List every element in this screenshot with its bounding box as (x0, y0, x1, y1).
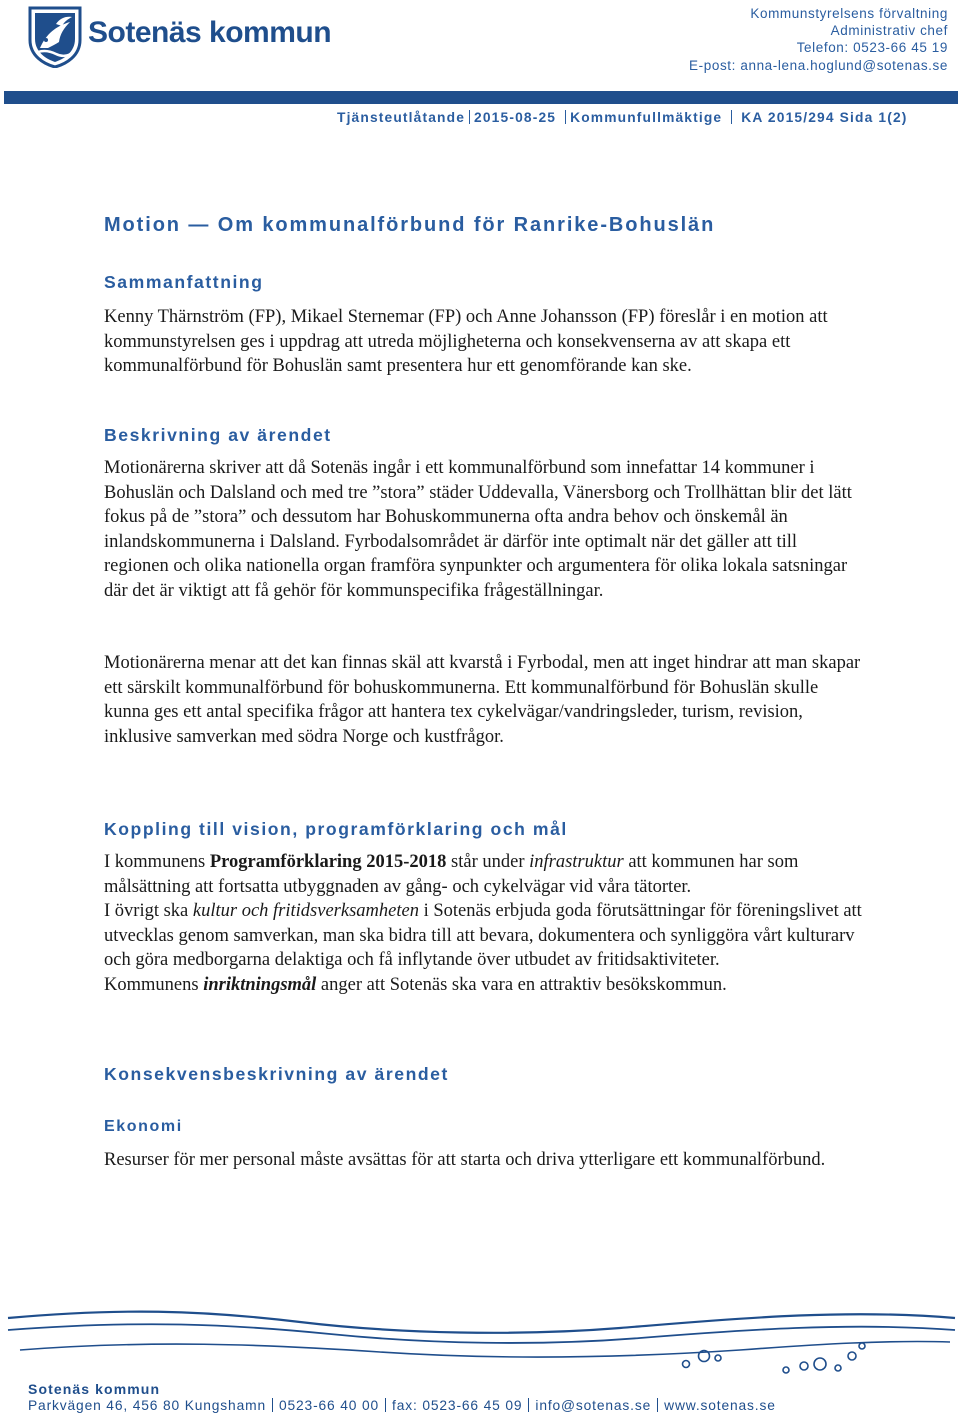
footer-separator (385, 1398, 386, 1412)
wave-bubbles-icon (0, 1300, 960, 1380)
footer-fax: fax: 0523-66 45 09 (392, 1398, 523, 1413)
header-contact (689, 5, 948, 74)
vision-culture: kultur och fritidsverksamheten (192, 901, 419, 921)
footer-web[interactable]: www.sotenas.se (664, 1398, 776, 1413)
logo-wordmark: Sotenäs kommun (88, 16, 332, 49)
description-paragraph-2: Motionärerna menar att det kan finnas skäl att kvarstå i Fyrbodal, men att inget hindrar att man skapar ett särskilt kommunalförbund för bohuskommunerna. Ett kommunalförbund för Bohuslän skulle kunna ges ett antal specifika frågor att hantera tex cykelvägar/vandringsleder, turism, revision, inklusive samverkan med södra Norge och kustfrågor. (104, 653, 861, 747)
footer-separator (528, 1398, 529, 1412)
vision-goal: inriktningsmål (203, 974, 317, 995)
vision-line1-pre: I kommunens (104, 852, 210, 872)
footer-separator (272, 1398, 273, 1412)
meta-separator (731, 110, 732, 124)
contact-department: Kommunstyrelsens förvaltning (750, 6, 948, 21)
footer-organization: Sotenäs kommun (28, 1381, 161, 1397)
vision-line3-post: anger att Sotenäs ska vara en attraktiv besökskommun. (316, 974, 727, 995)
meta-body: Kommunfullmäktige (570, 110, 723, 125)
shield-fish-emblem-icon (26, 4, 84, 68)
contact-email[interactable]: E-post: anna-lena.hoglund@sotenas.se (689, 57, 948, 73)
document-meta (337, 110, 908, 125)
heading-vision: Koppling till vision, programförklaring och mål (104, 819, 568, 839)
summary-text: Kenny Thärnström (FP), Mikael Sternemar (FP) och Anne Johansson (FP) föreslår i en motion att kommunstyrelsen ges i uppdrag att utreda möjligheterna och konsekvenserna av att skapa ett kommunalförbund för Bohuslän samt presentera hur ett genomförande kan ske. (104, 307, 828, 376)
vision-infrastructure: infrastruktur (529, 852, 624, 872)
vision-line1-mid: står under (446, 852, 530, 872)
footer-address: Parkvägen 46, 456 80 Kungshamn (28, 1398, 266, 1413)
footer-email[interactable]: info@sotenas.se (535, 1398, 652, 1413)
contact-role: Administrativ chef (830, 23, 948, 39)
vision-program-declaration: Programförklaring 2015-2018 (209, 852, 447, 872)
meta-reference: KA 2015/294 (741, 110, 835, 125)
footer-phone: 0523-66 40 00 (278, 1398, 380, 1413)
vision-paragraph (104, 850, 864, 997)
contact-phone: Telefon: 0523-66 45 19 (796, 40, 948, 56)
heading-description: Beskrivning av ärendet (104, 425, 332, 445)
heading-consequences: Konsekvensbeskrivning av ärendet (104, 1064, 449, 1084)
meta-date: 2015-08-25 (474, 110, 557, 125)
meta-doc-type: Tjänsteutlåtande (337, 110, 466, 125)
description-paragraph-1: Motionärerna skriver att då Sotenäs ingår i ett kommunalförbund som innefattar 14 kommuner i Bohuslän och Dalsland och med tre ”stora” städer Uddevalla, Vänersborg och Trollhättan blir det lätt fokus på de ”stora” och dessutom har Bohuskommunerna ofta andra behov och önskemål än inlandskommunerna i Dalsland. Fyrbodalsområdet är därför inte optimalt när det gäller att till regionen och olika nationella organ framföra synpunkter och argumentera för olika lokala satsningar där det är viktigt att få gehör för kommunspecifika frågeställningar. (104, 458, 852, 601)
sotenas-logo (26, 4, 356, 68)
economy-text: Resurser för mer personal måste avsättas för att starta och driva ytterligare ett kommunalförbund. (104, 1150, 826, 1170)
vision-line3-pre: Kommunens (104, 974, 204, 995)
vision-line2-post: i Sotenäs erbjuda goda förutsättningar för föreningslivet att utvecklas genom samverkan, man ska bidra till att bevara, dokumentera och synliggöra vårt kulturarv och göra medborgarna delaktiga och få inflytande över utbudet av fritidsaktiviteter. (104, 901, 862, 970)
footer-separator (657, 1398, 658, 1412)
header-divider-bar (4, 91, 958, 104)
vision-line2-pre: I övrigt ska (104, 901, 193, 921)
meta-page: Sida 1(2) (839, 110, 908, 125)
meta-separator (469, 110, 470, 124)
vision-line1-post: att kommunen har som målsättning att fortsatta utbyggnaden av gång- och cykelvägar vid våra tätorter. (104, 852, 799, 897)
heading-summary: Sammanfattning (104, 272, 264, 292)
heading-economy: Ekonomi (104, 1118, 183, 1135)
footer-address-line (28, 1398, 776, 1413)
meta-separator (565, 110, 566, 124)
document-title: Motion — Om kommunalförbund för Ranrike-Bohuslän (104, 214, 716, 236)
